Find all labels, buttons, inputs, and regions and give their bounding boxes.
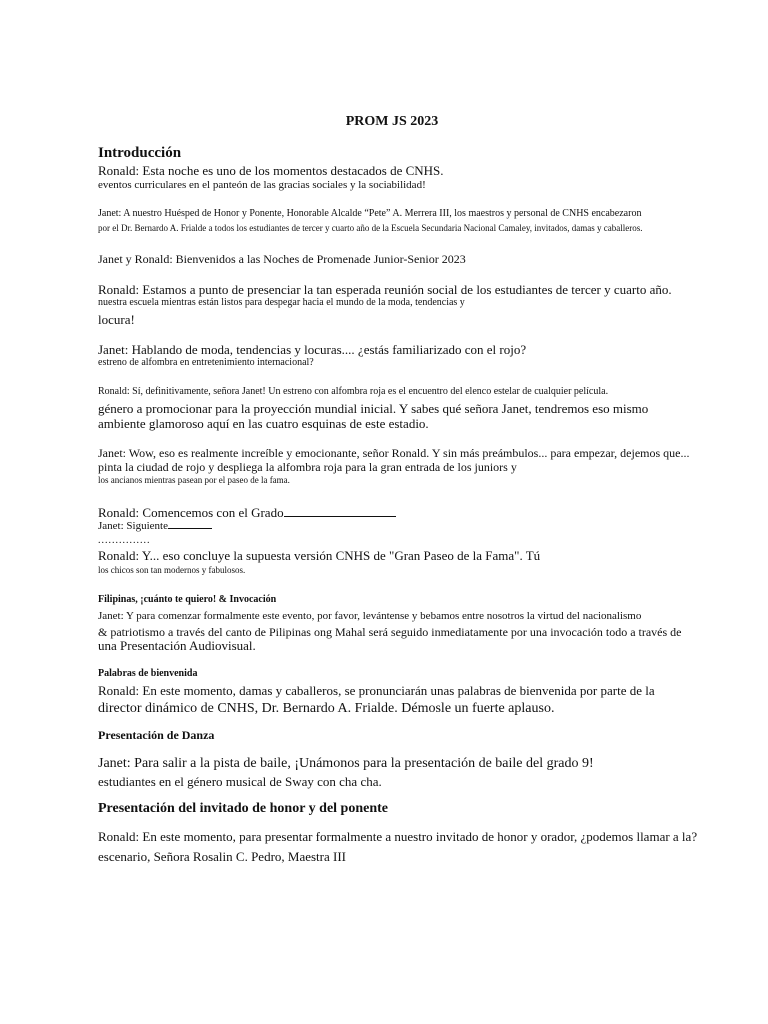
document-title: PROM JS 2023 bbox=[345, 114, 439, 129]
text-line: una Presentación Audiovisual. bbox=[98, 638, 256, 653]
text-line-content: Ronald: Comencemos con el Grado bbox=[98, 505, 284, 520]
text-line: Janet: Para salir a la pista de baile, ¡Unámonos para la presentación de baile del grado 9! bbox=[98, 756, 594, 771]
fill-in-blank bbox=[284, 516, 396, 517]
text-line: Janet: Hablando de moda, tendencias y locuras.... ¿estás familiarizado con el rojo? bbox=[98, 342, 527, 357]
text-line: Janet: Wow, eso es realmente increíble y emocionante, señor Ronald. Y sin más preámbulos... para empezar, dejemos que... bbox=[98, 446, 690, 460]
text-line: nuestra escuela mientras están listos para despegar hacia el mundo de la moda, tendencias y bbox=[98, 297, 465, 308]
text-line: Ronald: En este momento, para presentar formalmente a nuestro invitado de honor y orador, ¿podemos llamar a la? bbox=[98, 829, 698, 844]
text-line: escenario, Señora Rosalin C. Pedro, Maestra III bbox=[98, 849, 347, 864]
text-line: Ronald: Estamos a punto de presenciar la tan esperada reunión social de los estudiantes de tercer y cuarto año. bbox=[98, 282, 672, 297]
heading-introduccion: Introducción bbox=[98, 145, 182, 161]
text-line-content: Janet: Siguiente bbox=[98, 520, 168, 532]
text-line: Ronald: Y... eso concluye la supuesta versión CNHS de "Gran Paseo de la Fama". Tú bbox=[98, 548, 541, 563]
heading-presentacion-danza: Presentación de Danza bbox=[98, 728, 215, 742]
text-line: eventos curriculares en el panteón de las gracias sociales y la sociabilidad! bbox=[98, 179, 426, 191]
heading-palabras-bienvenida: Palabras de bienvenida bbox=[98, 668, 198, 679]
text-line bbox=[98, 506, 396, 519]
text-line: Ronald: Sí, definitivamente, señora Janet! Un estreno con alfombra roja es el encuentro del elenco estelar de cualquier película. bbox=[98, 386, 609, 397]
text-line: estreno de alfombra en entretenimiento internacional? bbox=[98, 357, 314, 368]
text-line: los chicos son tan modernos y fabulosos. bbox=[98, 565, 246, 575]
text-line: los ancianos mientras pasean por el paseo de la fama. bbox=[98, 475, 290, 485]
text-line: Ronald: En este momento, damas y caballeros, se pronunciarán unas palabras de bienvenida por parte de la bbox=[98, 683, 655, 698]
heading-filipinas-invocacion: Filipinas, ¡cuánto te quiero! & Invocación bbox=[98, 594, 277, 605]
text-line: Janet y Ronald: Bienvenidos a las Noches de Promenade Junior-Senior 2023 bbox=[98, 252, 466, 266]
text-line: Ronald: Esta noche es uno de los momentos destacados de CNHS. bbox=[98, 163, 444, 178]
text-line bbox=[98, 521, 212, 532]
text-line: Janet: Y para comenzar formalmente este evento, por favor, levántense y bebamos entre nosotros la virtud del nacionalismo bbox=[98, 610, 642, 622]
text-line: director dinámico de CNHS, Dr. Bernardo A. Frialde. Démosle un fuerte aplauso. bbox=[98, 701, 555, 716]
text-line: género a promocionar para la proyección mundial inicial. Y sabes qué señora Janet, tendremos eso mismo bbox=[98, 401, 649, 416]
heading-invitado-honor: Presentación del invitado de honor y del ponente bbox=[98, 801, 389, 816]
text-line: por el Dr. Bernardo A. Frialde a todos los estudiantes de tercer y cuarto año de la Escuela Secundaria Nacional Camaley, invitados, damas y caballeros. bbox=[98, 223, 643, 233]
text-line: ambiente glamoroso aquí en las cuatro esquinas de este estadio. bbox=[98, 416, 429, 431]
text-line: locura! bbox=[98, 312, 135, 327]
text-line: estudiantes en el género musical de Sway con cha cha. bbox=[98, 774, 382, 789]
dotted-separator: ............... bbox=[98, 535, 151, 546]
text-line: & patriotismo a través del canto de Pilipinas ong Mahal será seguido inmediatamente por una invocación todo a través de bbox=[98, 625, 682, 639]
text-line: Janet: A nuestro Huésped de Honor y Ponente, Honorable Alcalde “Pete” A. Merrera III, los maestros y personal de CNHS encabezaron bbox=[98, 208, 642, 219]
text-line: pinta la ciudad de rojo y despliega la alfombra roja para la gran entrada de los juniors y bbox=[98, 460, 517, 474]
fill-in-blank bbox=[168, 528, 212, 529]
